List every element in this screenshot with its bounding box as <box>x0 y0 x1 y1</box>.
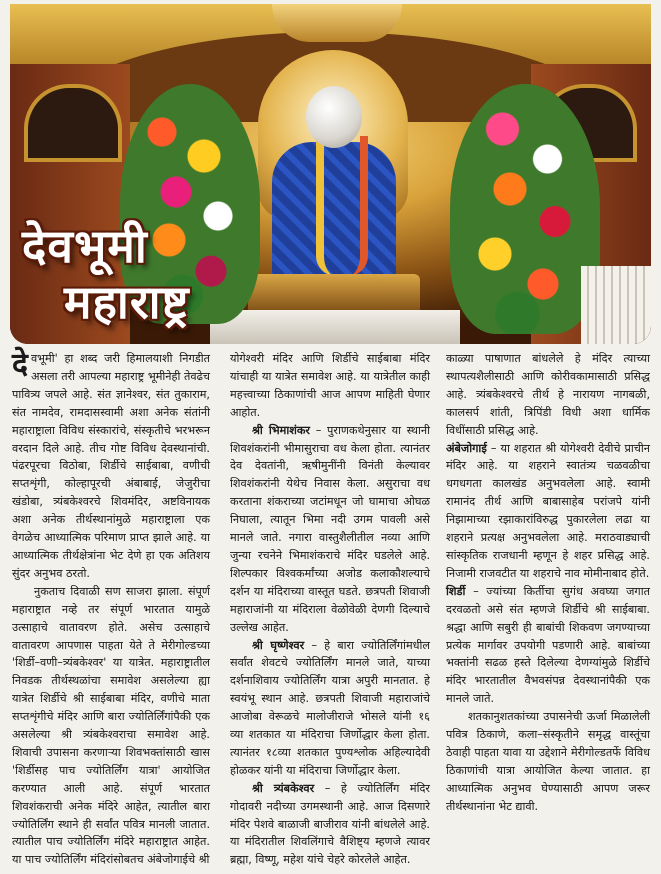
section-heading: श्री त्र्यंबकेश्वर <box>252 781 315 795</box>
paragraph-text: वभूमी' हा शब्द जरी हिमालयाशी निगडीत असला तरी आपल्या महाराष्ट्र भूमीनेही तेवढेच पावित्र्य जपले आहे. संत ज्ञानेश्वर, संत तुकाराम, संत नामदेव, रामदासस्वामी अशा अनेक संतांनी महाराष्ट्राला विविध संस्कारांचे, संस्कृतीचे भरभरून वरदान दिले आहे. तीच गोष्ट विविध देवस्थानांची. पंढरपूरचा विठोबा, शिर्डीचे साईबाबा, वणीची सप्तशृंगी, कोल्हापूरची अंबाबाई, जेजुरीचा खंडोबा, त्र्यंबकेश्वरचे शिवमंदिर, अष्टविनायक अशा अनेक तीर्थस्थानांमुळे महाराष्ट्राला एक वेगळेच आध्यात्मिक परिमाण प्राप्त झाले आहे. या आध्यात्मिक तीर्थक्षेत्रांना भेट देणे हा एक अतिशय सुंदर अनुभव ठरतो. <box>12 352 210 580</box>
flower-garland <box>316 136 368 276</box>
section-heading: अंबेजोगाई <box>446 441 487 455</box>
article-column-1 <box>12 347 210 869</box>
paragraph <box>446 440 650 583</box>
section-heading: श्री भिमाशंकर <box>252 423 310 437</box>
article-column-2 <box>230 350 430 869</box>
golden-throne <box>248 274 420 314</box>
statue-head <box>306 86 362 148</box>
paragraph: योगेश्वरी मंदिर आणि शिर्डीचे साईबाबा मंदिर यांचाही या यात्रेत समावेश आहे. या यात्रेतील काही महत्त्वाच्या ठिकाणांची आज आपण माहिती घेणार आहोत. <box>230 352 430 419</box>
golden-canopy <box>272 4 402 42</box>
paragraph <box>230 780 430 870</box>
marble-railing <box>581 266 651 344</box>
drop-cap: दे <box>12 347 28 382</box>
paragraph <box>446 583 650 708</box>
paragraph-text: – हे ज्योतिर्लिंग मंदिर गोदावरी नदीच्या उगमस्थानी आहे. आज दिसणारे मंदिर पेशवे बाळाजी बाजीराव यांनी बांधलेले आहे. या मंदिरातील शिवलिंगाचे वैशिष्ट्य म्हणजे त्यावर ब्रह्मा, विष्णू, महेश यांचे चेहरे कोरलेले आहेत. <box>230 781 430 867</box>
paragraph-text: – हे बारा ज्योतिर्लिंगांमधील सर्वांत शेवटचे ज्योतिर्लिंग मानले जाते, याच्या दर्शनाशिवाय ज्योतिर्लिंग यात्रा अपुरी मानतात. हे स्वयंभू स्थान आहे. छत्रपती शिवाजी महाराजांचे आजोबा वेरूळचे मालोजीराजे भोसले यांनी १६ व्या शतकात या मंदिराचा जिर्णोद्धार केला होता. त्यानंतर १८व्या शतकात पुण्यश्लोक अहिल्यादेवी होळकर यांनी या मंदिराचा जिर्णोद्धार केला. <box>230 638 431 777</box>
flower-arrangement-right <box>450 84 600 334</box>
paragraph: शतकानुशतकांच्या उपासनेची ऊर्जा मिळालेली पवित्र ठिकाणे, कला–संस्कृतीने समृद्ध वास्तूंचा ठेवाही पाहता यावा या उद्देशाने मेरीगोल्डतर्फे विविध ठिकाणांची यात्रा आयोजित केल्या जातात. हा आध्यात्मिक अनुभव घेण्यासाठी आपण जरूर तीर्थस्थानांना भेट द्यावी. <box>446 710 650 813</box>
headline-line-1: देवभूमी <box>22 219 148 273</box>
paragraph-text: – ज्यांच्या किर्तीचा सुगंध अवघ्या जगात दरवळतो असे संत म्हणजे शिर्डीचे श्री साईबाबा. श्रद्धा आणि सबुरी ही बाबांची शिकवण जगण्याच्या प्रत्येक मार्गावर उपयोगी पडणारी आहे. बाबांच्या भक्तांनी सढळ हस्ते दिलेल्या देणग्यांमुळे शिर्डीचे मंदिर भारतातील वैभवसंपन्न देवस्थानांपैकी एक मानले जाते. <box>446 584 650 706</box>
section-heading: शिर्डी <box>446 584 466 598</box>
paragraph-text: – या शहरात श्री योगेश्वरी देवीचे प्राचीन मंदिर आहे. या शहराने स्वातंत्र्य चळवळीचा धगधगता कालखंड अनुभवलेला आहे. स्वामी रामानंद तीर्थ आणि बाबासाहेब परांजपे यांनी निझामाच्या रझाकारांविरुद्ध पुकारलेला लढा या शहराने प्रत्यक्ष अनुभवलेला आहे. मराठवाड्याची सांस्कृतिक राजधानी म्हणून हे शहर प्रसिद्ध आहे. निजामी राजवटीत या शहराचे नाव मोमीनाबाद होते. <box>446 441 650 580</box>
paragraph: नुकताच दिवाळी सण साजरा झाला. संपूर्ण महाराष्ट्रात नव्हे तर संपूर्ण भारतात यामुळे उत्साहाचे वातावरण होते. असेच उत्साहाचे वातावरण आपणास पाहता येते ते मेरीगोल्डच्या 'शिर्डी–वणी–त्र्यंबकेश्वर' या यात्रेत. महाराष्ट्रातील निवडक तीर्थस्थळांचा समावेश असलेल्या ह्या यात्रेत शिर्डीचे श्री साईबाबा मंदिर, वणीचे माता सप्तशृंगीचे मंदिर आणि बारा ज्योतिर्लिंगांपैकी एक असलेल्या श्री त्र्यंबकेश्वराचा समावेश आहे. शिवाची उपासना करणाऱ्या शिवभक्तांसाठी खास 'शिर्डीसह पाच ज्योतिर्लिंग यात्रा' आयोजित करण्यात आली आहे. संपूर्ण भारतात शिवशंकराची अनेक मंदिरे आहेत, त्यातील बारा ज्योतिर्लिंग स्थाने ही सर्वांत पवित्र मानली जातात. त्यातील पाच ज्योतिर्लिंग मंदिरे महाराष्ट्रात आहेत. या पाच ज्योतिर्लिंग मंदिरांसोबतच अंबेजोगाईचे श्री <box>12 584 210 867</box>
arched-window-left <box>24 84 122 162</box>
marble-base <box>210 310 460 344</box>
paragraph: काळ्या पाषाणात बांधलेले हे मंदिर त्याच्या स्थापत्यशैलीसाठी आणि कोरीवकामासाठी प्रसिद्ध आहे. त्र्यंबकेश्वरचे तीर्थ हे नारायण नागबळी, कालसर्प शांती, त्रिपिंडी विधी अशा धार्मिक विधींसाठी प्रसिद्ध आहे. <box>446 352 650 437</box>
paragraph <box>230 422 430 637</box>
paragraph-text: – पुराणकथेनुसार या स्थानी शिवशंकरांनी भीमासुराचा वध केला होता. त्यानंतर देव देवतांनी, ऋषीमुनींनी विनंती केल्यावर शिवशंकरांनी येथेच निवास केला. असुराचा वध करताना शंकराच्या जटांमधून जो घामाचा ओघळ निघाला, त्यातून भिमा नदी उगम पावली असे मानले जाते. नगारा वास्तुशैलीतील नव्या आणि जुन्या रचनेने भिमाशंकराचे मंदिर घडलेले आहे. शिल्पकार विश्वकर्मांच्या अजोड कलाकौशल्याचे दर्शन या मंदिराच्या वास्तूत घडते. छत्रपती शिवाजी महाराजांनी या मंदिराला वेळोवेळी देणगी दिल्याचे उल्लेख आहेत. <box>230 423 431 634</box>
article-column-3 <box>446 350 650 816</box>
paragraph <box>12 347 210 583</box>
headline-line-2: महाराष्ट्र <box>64 275 190 329</box>
paragraph <box>230 637 430 780</box>
section-heading: श्री घृष्णेश्वर <box>252 638 305 652</box>
